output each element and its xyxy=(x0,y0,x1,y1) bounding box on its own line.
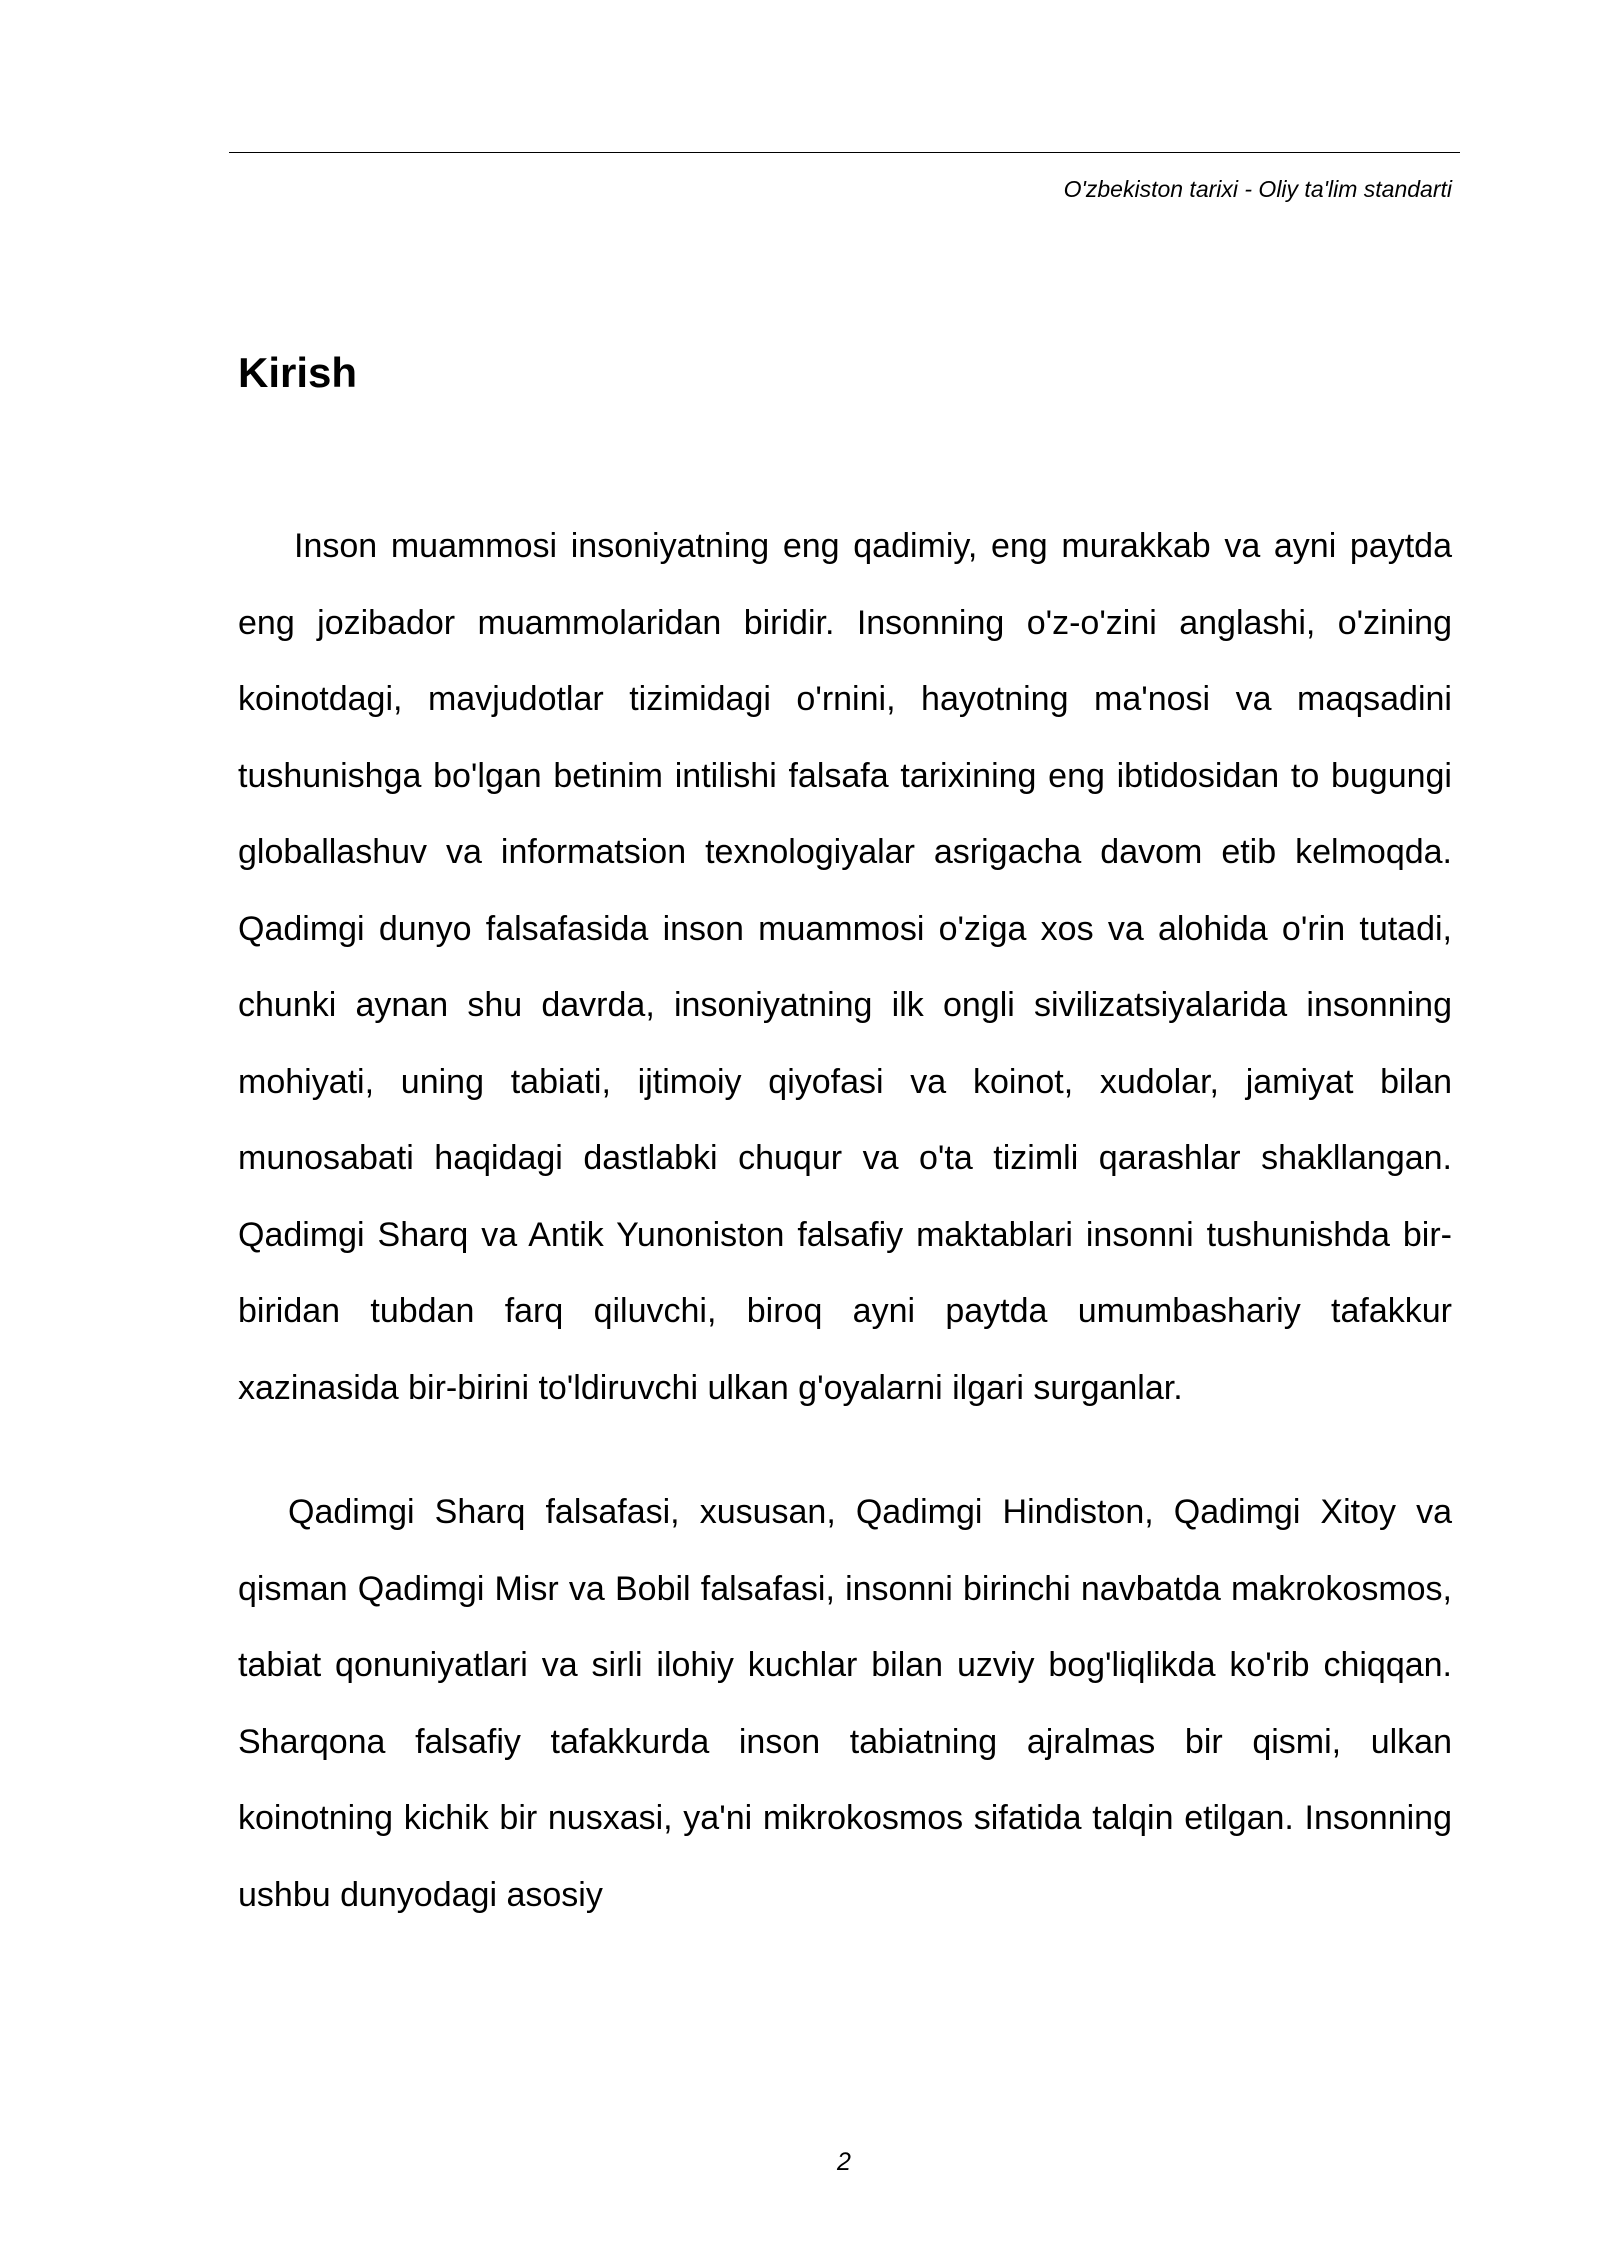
header-rule xyxy=(229,152,1460,153)
running-header: O'zbekiston tarixi - Oliy ta'lim standarti xyxy=(1063,176,1452,202)
paragraph-2: Qadimgi Sharq falsafasi, xususan, Qadimgi Hindiston, Qadimgi Xitoy va qisman Qadimgi Misr va Bobil falsafasi, insonni birinchi navbatda makrokosmos, tabiat qonuniyatlari va sirli ilohiy kuchlar bilan uzviy bog'liqlikda ko'rib chiqqan. Sharqona falsafiy tafakkurda inson tabiatning ajralmas bir qismi, ulkan koinotning kichik bir nusxasi, ya'ni mikrokosmos sifatida talqin etilgan. Insonning ushbu dunyodagi asosiy xyxy=(238,1493,1452,1914)
body-text xyxy=(238,508,1452,1933)
section-heading: Kirish xyxy=(238,349,358,396)
page-number: 2 xyxy=(837,2148,851,2176)
paragraph-1: Inson muammosi insoniyatning eng qadimiy, eng murakkab va ayni paytda eng jozibador muammolaridan biridir. Insonning o'z-o'zini anglashi, o'zining koinotdagi, mavjudotlar tizimidagi o'rnini, hayotning ma'nosi va maqsadini tushunishga bo'lgan betinim intilishi falsafa tarixining eng ibtidosidan to bugungi globallashuv va informatsion texnologiyalar asrigacha davom etib kelmoqda. Qadimgi dunyo falsafasida inson muammosi o'ziga xos va alohida o'rin tutadi, chunki aynan shu davrda, insoniyatning ilk ongli sivilizatsiyalarida insonning mohiyati, uning tabiati, ijtimoiy qiyofasi va koinot, xudolar, jamiyat bilan munosabati haqidagi dastlabki chuqur va o'ta tizimli qarashlar shakllangan. Qadimgi Sharq va Antik Yunoniston falsafiy maktablari insonni tushunishda bir-biridan tubdan farq qiluvchi, biroq ayni paytda umumbashariy tafakkur xazinasida bir-birini to'ldiruvchi ulkan g'oyalarni ilgari surganlar. xyxy=(238,527,1452,1407)
